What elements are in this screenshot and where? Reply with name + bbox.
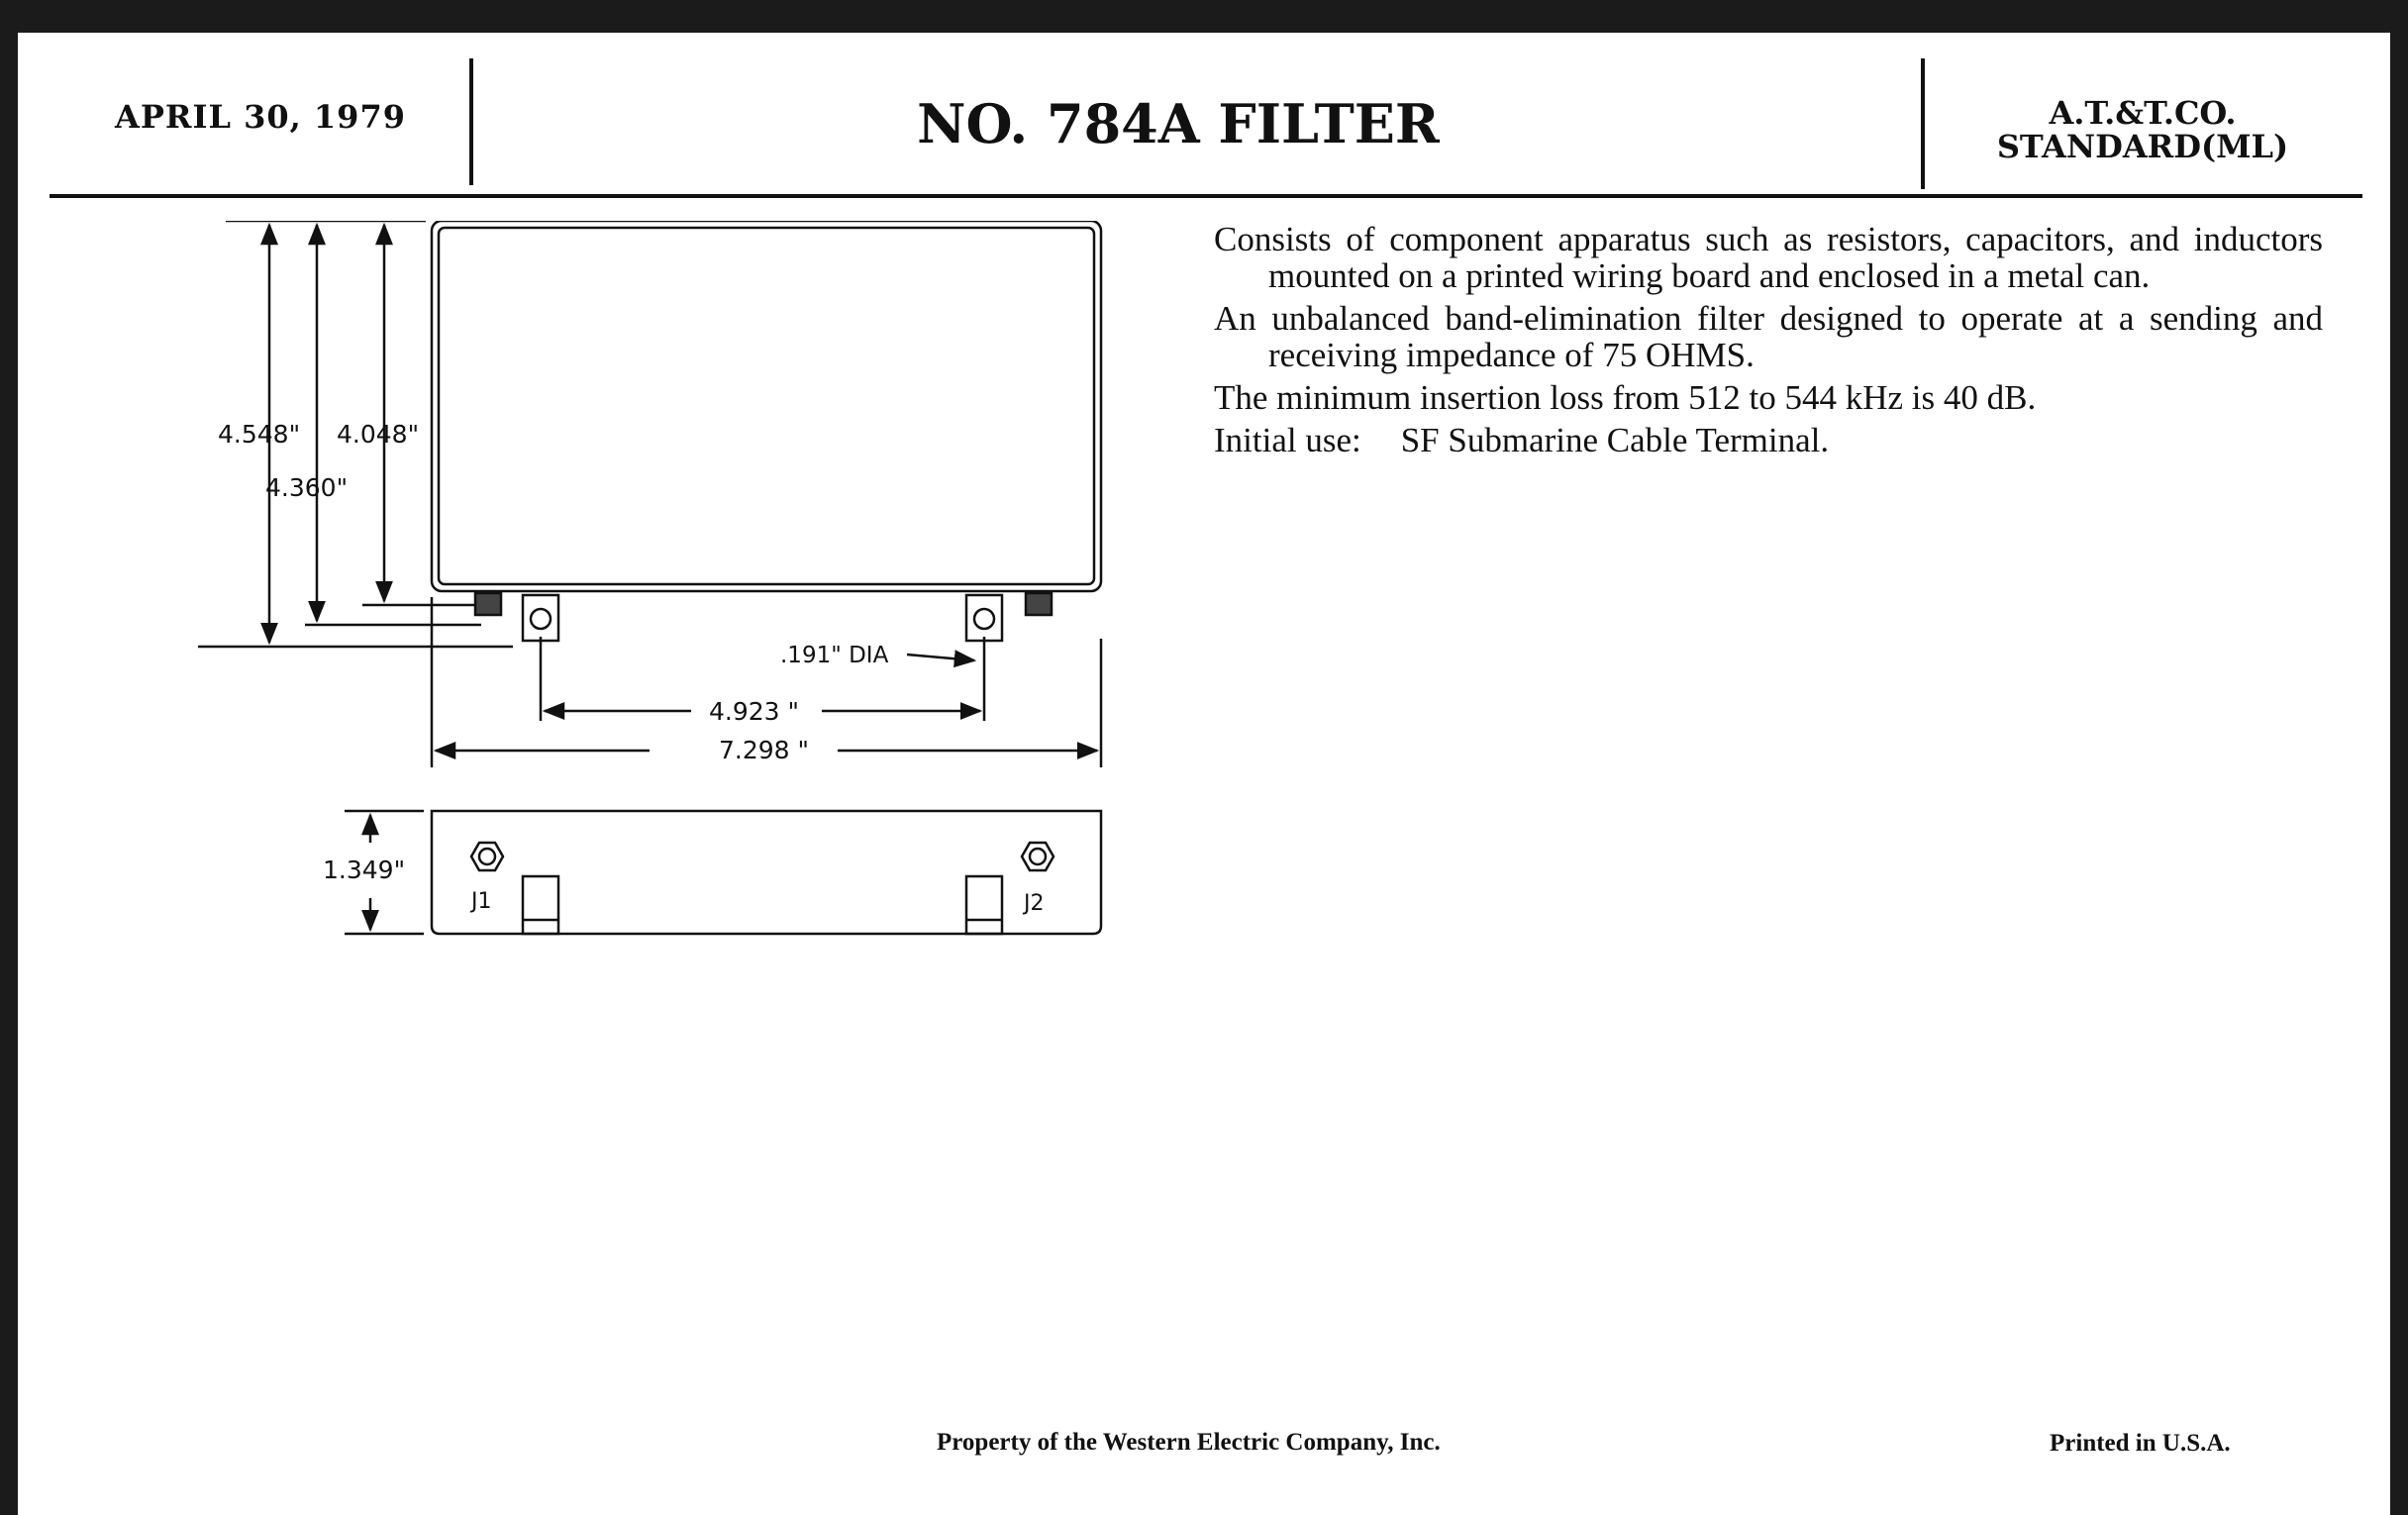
header-divider-right xyxy=(1921,58,1925,189)
label-overall-width: 7.298 " xyxy=(719,736,810,764)
footer-property: Property of the Western Electric Company, Inc. xyxy=(937,1429,1441,1456)
page-title: NO. 784A FILTER xyxy=(917,92,1440,155)
jack-j1-nut xyxy=(471,843,503,870)
side-view-outline xyxy=(432,811,1101,934)
jack-j2-nut xyxy=(1022,843,1054,870)
side-tab-right xyxy=(966,876,1002,934)
connector-stub-left xyxy=(475,593,501,615)
standard-line-2: STANDARD(ML) xyxy=(1996,128,2289,165)
description-para-insertion-loss: The minimum insertion loss from 512 to 544 kHz is 40 dB. xyxy=(1214,378,2037,417)
label-hole-spacing: 4.923 " xyxy=(709,697,800,726)
label-jack-j1: J1 xyxy=(471,889,492,914)
issue-date: APRIL 30, 1979 xyxy=(115,98,406,136)
label-body-height: 4.048" xyxy=(337,420,420,449)
header-rule xyxy=(50,194,2362,198)
mount-hole-right xyxy=(974,609,994,629)
initial-use-value: SF Submarine Cable Terminal. xyxy=(1400,421,1830,459)
label-jack-j2: J2 xyxy=(1024,891,1045,916)
mount-tab-left xyxy=(523,595,558,641)
jack-j1-center xyxy=(479,849,495,864)
standard-line-1: A.T.&T.CO. xyxy=(2049,94,2237,132)
label-depth: 1.349" xyxy=(323,856,406,884)
side-tab-left xyxy=(523,876,558,934)
footer-printed: Printed in U.S.A. xyxy=(2050,1430,2231,1457)
can-outline-outer xyxy=(432,221,1101,591)
mount-hole-left xyxy=(531,609,551,629)
description-para-components: Consists of component apparatus such as resistors, capacitors, and inductors mounted on a printed wiring board and enclosed in a metal can. xyxy=(1214,220,2323,295)
spec-sheet xyxy=(18,33,2390,1515)
label-mount-height: 4.360" xyxy=(265,473,349,502)
filter-drawing xyxy=(196,221,1127,973)
mount-tab-right xyxy=(966,595,1002,641)
initial-use-label: Initial use: xyxy=(1214,421,1361,459)
initial-use-row xyxy=(1214,422,2323,458)
description-para-impedance: An unbalanced band-elimination filter designed to operate at a sending and receiving impedance of 75 OHMS. xyxy=(1214,299,2323,374)
description xyxy=(1214,221,2323,458)
connector-stub-right xyxy=(1026,593,1052,615)
standard-label xyxy=(1935,96,2351,163)
label-overall-height: 4.548" xyxy=(218,420,301,449)
jack-j2-center xyxy=(1030,849,1046,864)
dia-leader xyxy=(907,655,974,660)
label-hole-dia: .191" DIA xyxy=(780,643,889,668)
can-outline-inner xyxy=(439,228,1094,584)
